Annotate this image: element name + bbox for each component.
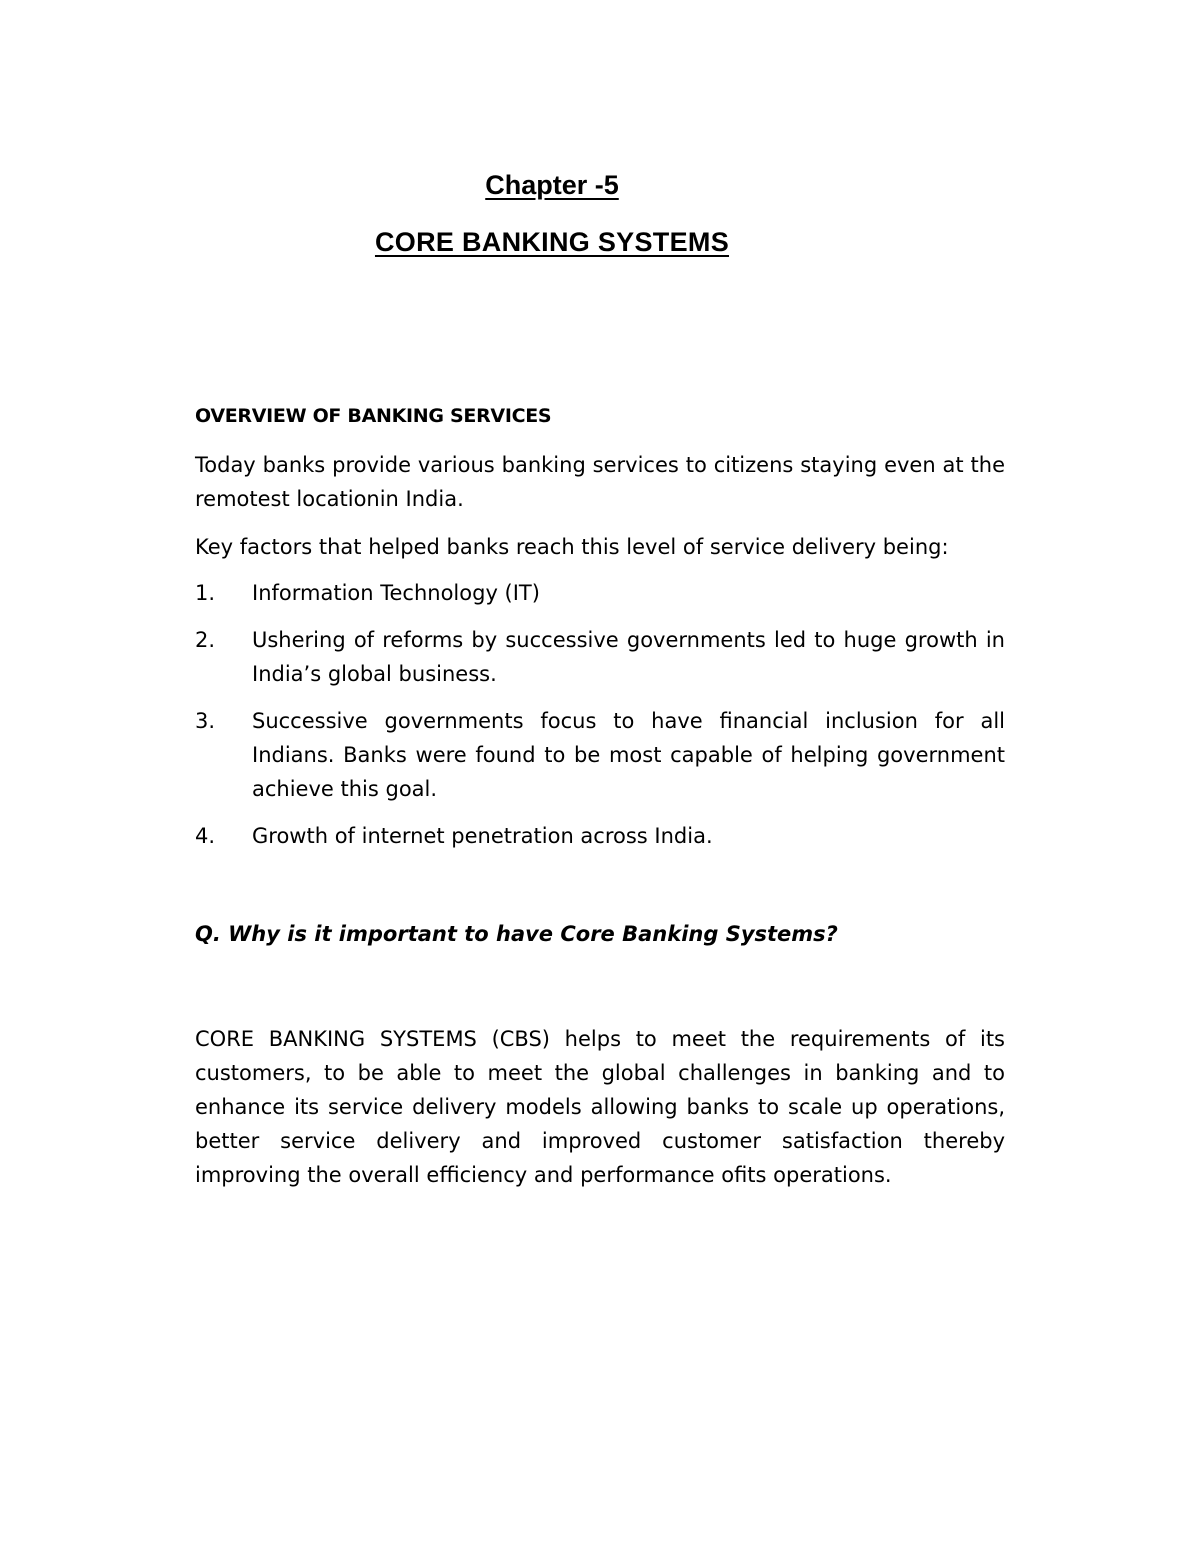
list-item-text: Ushering of reforms by successive governments led to huge growth in India’s global business.: [252, 628, 1005, 686]
list-item-number: 2.: [195, 628, 216, 652]
list-item-number: 1.: [195, 581, 216, 605]
chapter-title: CORE BANKING SYSTEMS: [374, 227, 730, 257]
list-item-text: Successive governments focus to have financial inclusion for all Indians. Banks were found to be most capable of helping government achieve this goal.: [252, 709, 1005, 801]
list-item: [195, 623, 1005, 691]
answer-paragraph: CORE BANKING SYSTEMS (CBS) helps to meet the requirements of its customers, to be able to meet the global challenges in banking and to enhance its service delivery models allowing banks to scale up operations, better service delivery and improved customer satisfaction thereby improving the overall efficiency and performance ofits operations.: [195, 1027, 1005, 1187]
chapter-heading: Chapter -5: [485, 170, 619, 200]
question-heading: Q. Why is it important to have Core Banking Systems?: [195, 922, 838, 946]
section-heading: OVERVIEW OF BANKING SERVICES: [195, 405, 552, 427]
list-item: [195, 704, 1005, 806]
list-item-number: 3.: [195, 709, 216, 733]
intro-paragraph: Today banks provide various banking services to citizens staying even at the remotest locationin India.: [195, 453, 1005, 511]
key-factors-intro: Key factors that helped banks reach this level of service delivery being:: [195, 535, 949, 559]
list-item-number: 4.: [195, 824, 216, 848]
list-item-text: Information Technology (IT): [252, 581, 540, 605]
list-item: [195, 819, 1005, 853]
list-item-text: Growth of internet penetration across India.: [252, 824, 713, 848]
list-item: [195, 576, 1005, 610]
key-factors-list: [195, 576, 1005, 866]
